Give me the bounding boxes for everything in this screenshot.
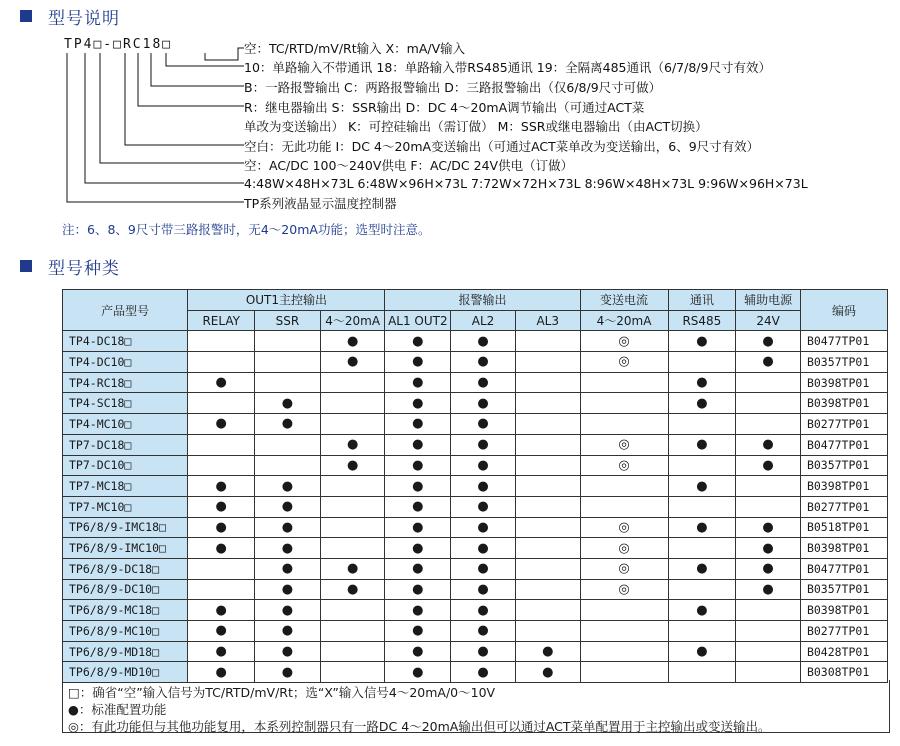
feature-cell: ◎ [580, 455, 668, 476]
code-cell: B0308TP01 [800, 662, 887, 683]
subheader-cell: 4～20mA [580, 310, 668, 331]
feature-cell: ● [668, 372, 736, 393]
feature-cell: ● [385, 579, 451, 600]
feature-cell: ● [668, 434, 736, 455]
feature-cell: ● [255, 600, 321, 621]
feature-cell [255, 372, 321, 393]
feature-cell [320, 517, 385, 538]
feature-cell: ● [188, 641, 255, 662]
feature-cell [515, 476, 580, 497]
selection-note: 注：6、8、9尺寸带三路报警时，无4～20mA功能；选型时注意。 [62, 222, 431, 237]
feature-cell: ● [515, 641, 580, 662]
feature-cell: ● [736, 434, 801, 455]
feature-cell [320, 372, 385, 393]
feature-cell [736, 496, 801, 517]
feature-cell [668, 352, 736, 373]
feature-cell [320, 414, 385, 435]
option-size: 4:48W×48H×73L 6:48W×96H×73L 7:72W×72H×73L 8:96W×48H×73L 9:96W×96H×73L [244, 176, 808, 191]
feature-cell: ● [320, 579, 385, 600]
option-input-type: 空：TC/RTD/mV/Rt输入 X：mA/V输入 [244, 41, 466, 56]
code-cell: B0428TP01 [800, 641, 887, 662]
feature-cell: ● [188, 372, 255, 393]
header-alarm: 报警输出 [385, 290, 580, 311]
feature-cell: ◎ [580, 352, 668, 373]
feature-cell: ● [255, 393, 321, 414]
feature-cell: ◎ [580, 558, 668, 579]
feature-cell [320, 476, 385, 497]
feature-cell [736, 641, 801, 662]
feature-cell: ● [188, 414, 255, 435]
feature-cell: ● [188, 517, 255, 538]
feature-cell [255, 455, 321, 476]
feature-cell [188, 579, 255, 600]
feature-cell [668, 455, 736, 476]
header-transmit: 变送电流 [580, 290, 668, 311]
feature-cell: ● [736, 455, 801, 476]
feature-cell: ● [385, 538, 451, 559]
feature-cell [515, 372, 580, 393]
code-cell: B0477TP01 [800, 331, 887, 352]
model-cell: TP4-RC18□ [63, 372, 188, 393]
feature-cell: ● [255, 621, 321, 642]
model-cell: TP7-DC10□ [63, 455, 188, 476]
feature-cell: ● [736, 352, 801, 373]
feature-cell: ● [255, 538, 321, 559]
model-cell: TP4-MC10□ [63, 414, 188, 435]
code-cell: B0477TP01 [800, 558, 887, 579]
feature-cell: ● [451, 579, 516, 600]
feature-cell: ● [451, 538, 516, 559]
feature-cell [515, 538, 580, 559]
table-row [63, 641, 888, 662]
subheader-cell: AL3 [515, 310, 580, 331]
feature-cell [320, 393, 385, 414]
feature-cell: ● [188, 600, 255, 621]
feature-cell: ● [320, 558, 385, 579]
feature-cell [320, 600, 385, 621]
table-row [63, 414, 888, 435]
feature-cell: ● [668, 517, 736, 538]
feature-cell: ● [385, 455, 451, 476]
header-code: 编码 [800, 290, 887, 331]
feature-cell: ● [451, 455, 516, 476]
table-row [63, 352, 888, 373]
feature-cell [515, 331, 580, 352]
code-cell: B0518TP01 [800, 517, 887, 538]
subheader-cell: RELAY [188, 310, 255, 331]
feature-cell [580, 496, 668, 517]
feature-cell: ● [736, 517, 801, 538]
feature-cell: ● [736, 331, 801, 352]
subheader-cell: AL1 OUT2 [385, 310, 451, 331]
feature-cell: ● [736, 579, 801, 600]
feature-cell: ● [385, 352, 451, 373]
feature-cell: ● [385, 600, 451, 621]
model-cell: TP7-DC18□ [63, 434, 188, 455]
feature-cell [515, 517, 580, 538]
option-output-1: R：继电器输出 S：SSR输出 D：DC 4～20mA调节输出（可通过ACT菜 [244, 100, 645, 115]
feature-cell: ◎ [580, 579, 668, 600]
option-power: 空：AC/DC 100～240V供电 F：AC/DC 24V供电（订做） [244, 158, 574, 173]
feature-cell: ● [451, 662, 516, 683]
feature-cell [320, 621, 385, 642]
feature-cell [255, 331, 321, 352]
feature-cell: ● [668, 641, 736, 662]
feature-cell [320, 496, 385, 517]
feature-cell: ● [451, 621, 516, 642]
model-code: TP4□-□RC18□ [64, 37, 173, 52]
model-cell: TP7-MC18□ [63, 476, 188, 497]
feature-cell [188, 331, 255, 352]
table-row [63, 621, 888, 642]
feature-cell: ● [451, 372, 516, 393]
option-alarm: B：一路报警输出 C：两路报警输出 D：三路报警输出（仅6/8/9尺寸可做） [244, 80, 662, 95]
table-row [63, 538, 888, 559]
feature-cell [736, 393, 801, 414]
feature-cell: ● [385, 476, 451, 497]
legend-standard: ●：标准配置功能 [68, 702, 167, 717]
feature-cell: ● [736, 538, 801, 559]
feature-cell [515, 393, 580, 414]
table-row [63, 558, 888, 579]
feature-cell: ● [320, 352, 385, 373]
table-row [63, 372, 888, 393]
feature-cell [668, 579, 736, 600]
model-cell: TP6/8/9-MC10□ [63, 621, 188, 642]
feature-cell [736, 600, 801, 621]
code-cell: B0398TP01 [800, 538, 887, 559]
feature-cell: ● [255, 558, 321, 579]
feature-cell: ● [668, 558, 736, 579]
feature-cell: ● [385, 621, 451, 642]
feature-cell [515, 352, 580, 373]
section-square-icon [20, 260, 32, 272]
feature-cell [188, 352, 255, 373]
feature-cell: ● [668, 476, 736, 497]
option-output-2: 单改为变送输出） K：可控硅输出（需订做） M：SSR或继电器输出（由ACT切换） [244, 119, 708, 134]
feature-cell: ● [255, 414, 321, 435]
feature-cell [580, 372, 668, 393]
feature-cell [255, 352, 321, 373]
subheader-cell: RS485 [668, 310, 736, 331]
feature-cell [320, 641, 385, 662]
table-row [63, 434, 888, 455]
code-cell: B0357TP01 [800, 455, 887, 476]
header-out1: OUT1主控输出 [188, 290, 385, 311]
table-row [63, 600, 888, 621]
feature-cell: ● [385, 434, 451, 455]
option-series: TP系列液晶显示温度控制器 [244, 196, 397, 211]
feature-cell: ● [385, 517, 451, 538]
feature-cell: ● [451, 331, 516, 352]
feature-cell: ◎ [580, 517, 668, 538]
table-row [63, 455, 888, 476]
subheader-cell: 24V [736, 310, 801, 331]
feature-cell [515, 496, 580, 517]
feature-cell: ● [515, 662, 580, 683]
header-communication: 通讯 [668, 290, 736, 311]
table-row [63, 579, 888, 600]
table-row [63, 517, 888, 538]
subheader-cell: SSR [255, 310, 321, 331]
feature-cell: ◎ [580, 434, 668, 455]
feature-cell [320, 538, 385, 559]
feature-cell: ● [385, 331, 451, 352]
feature-cell [188, 393, 255, 414]
feature-cell: ● [255, 496, 321, 517]
option-communication: 10：单路输入不带通讯 18：单路输入带RS485通讯 19：全隔离485通讯（6/7/8/9尺寸有效） [244, 60, 771, 75]
feature-cell: ● [451, 476, 516, 497]
section-header-model-types [20, 254, 120, 278]
feature-cell [188, 455, 255, 476]
code-cell: B0357TP01 [800, 579, 887, 600]
feature-cell: ● [255, 517, 321, 538]
model-cell: TP6/8/9-MD10□ [63, 662, 188, 683]
feature-cell: ◎ [580, 331, 668, 352]
code-cell: B0477TP01 [800, 434, 887, 455]
code-cell: B0398TP01 [800, 476, 887, 497]
feature-cell: ● [385, 641, 451, 662]
subheader-cell: AL2 [451, 310, 516, 331]
feature-cell [580, 476, 668, 497]
feature-cell [255, 434, 321, 455]
feature-cell: ● [451, 434, 516, 455]
table-row [63, 496, 888, 517]
model-table [62, 289, 888, 683]
feature-cell [515, 579, 580, 600]
feature-cell [580, 621, 668, 642]
feature-cell [188, 434, 255, 455]
code-cell: B0357TP01 [800, 352, 887, 373]
feature-cell: ● [451, 393, 516, 414]
feature-cell [515, 414, 580, 435]
feature-cell: ● [668, 393, 736, 414]
option-transmit: 空白：无此功能 I：DC 4～20mA变送输出（可通过ACT菜单改为变送输出，6、9尺寸有效） [244, 139, 760, 154]
feature-cell: ● [451, 414, 516, 435]
feature-cell: ● [385, 414, 451, 435]
table-row [63, 331, 888, 352]
code-cell: B0277TP01 [800, 414, 887, 435]
header-aux-power: 辅助电源 [736, 290, 801, 311]
feature-cell: ● [188, 496, 255, 517]
model-cell: TP4-DC18□ [63, 331, 188, 352]
feature-cell: ● [451, 517, 516, 538]
feature-cell: ● [451, 558, 516, 579]
header-model: 产品型号 [63, 290, 188, 331]
feature-cell: ● [188, 476, 255, 497]
feature-cell: ● [255, 579, 321, 600]
feature-cell [668, 414, 736, 435]
feature-cell [515, 621, 580, 642]
feature-cell: ● [668, 331, 736, 352]
model-cell: TP6/8/9-DC18□ [63, 558, 188, 579]
section-title: 型号种类 [48, 258, 120, 279]
feature-cell: ● [320, 455, 385, 476]
feature-cell: ● [385, 558, 451, 579]
feature-cell [515, 600, 580, 621]
feature-cell: ● [385, 662, 451, 683]
feature-cell [736, 621, 801, 642]
feature-cell: ● [451, 641, 516, 662]
feature-cell: ● [320, 434, 385, 455]
model-cell: TP4-SC18□ [63, 393, 188, 414]
legend-shared: ◎：有此功能但与其他功能复用，本系列控制器只有一路DC 4～20mA输出但可以通过ACT菜单配置用于主控输出或变送输出。 [68, 719, 771, 734]
model-cell: TP6/8/9-MC18□ [63, 600, 188, 621]
feature-cell: ● [188, 662, 255, 683]
feature-cell [736, 372, 801, 393]
feature-cell: ● [188, 621, 255, 642]
subheader-cell: 4～20mA [320, 310, 385, 331]
feature-cell [515, 455, 580, 476]
section-title: 型号说明 [48, 8, 120, 29]
feature-cell: ● [255, 662, 321, 683]
feature-cell [668, 621, 736, 642]
feature-cell: ● [668, 600, 736, 621]
table-row [63, 476, 888, 497]
feature-cell [668, 496, 736, 517]
feature-cell [736, 476, 801, 497]
feature-cell: ● [451, 600, 516, 621]
feature-cell: ● [320, 331, 385, 352]
model-cell: TP6/8/9-IMC18□ [63, 517, 188, 538]
feature-cell: ● [385, 372, 451, 393]
feature-cell [515, 434, 580, 455]
code-cell: B0398TP01 [800, 393, 887, 414]
model-cell: TP4-DC10□ [63, 352, 188, 373]
feature-cell: ● [385, 496, 451, 517]
feature-cell: ● [736, 558, 801, 579]
model-cell: TP6/8/9-DC10□ [63, 579, 188, 600]
feature-cell: ● [451, 352, 516, 373]
feature-cell [580, 641, 668, 662]
model-cell: TP7-MC10□ [63, 496, 188, 517]
model-cell: TP6/8/9-IMC10□ [63, 538, 188, 559]
table-row [63, 393, 888, 414]
feature-cell [580, 414, 668, 435]
code-cell: B0277TP01 [800, 496, 887, 517]
feature-cell [580, 600, 668, 621]
feature-cell: ◎ [580, 538, 668, 559]
feature-cell [515, 558, 580, 579]
model-cell: TP6/8/9-MD18□ [63, 641, 188, 662]
feature-cell [668, 538, 736, 559]
code-cell: B0277TP01 [800, 621, 887, 642]
code-cell: B0398TP01 [800, 600, 887, 621]
legend-square: □：确省“空”输入信号为TC/RTD/mV/Rt；选“X”输入信号4～20mA/0～10V [68, 685, 496, 700]
feature-cell: ● [385, 393, 451, 414]
feature-cell: ● [255, 641, 321, 662]
feature-cell: ● [255, 476, 321, 497]
feature-cell: ● [188, 538, 255, 559]
code-cell: B0398TP01 [800, 372, 887, 393]
feature-cell [580, 393, 668, 414]
feature-cell [736, 414, 801, 435]
feature-cell: ● [451, 496, 516, 517]
feature-cell [188, 558, 255, 579]
